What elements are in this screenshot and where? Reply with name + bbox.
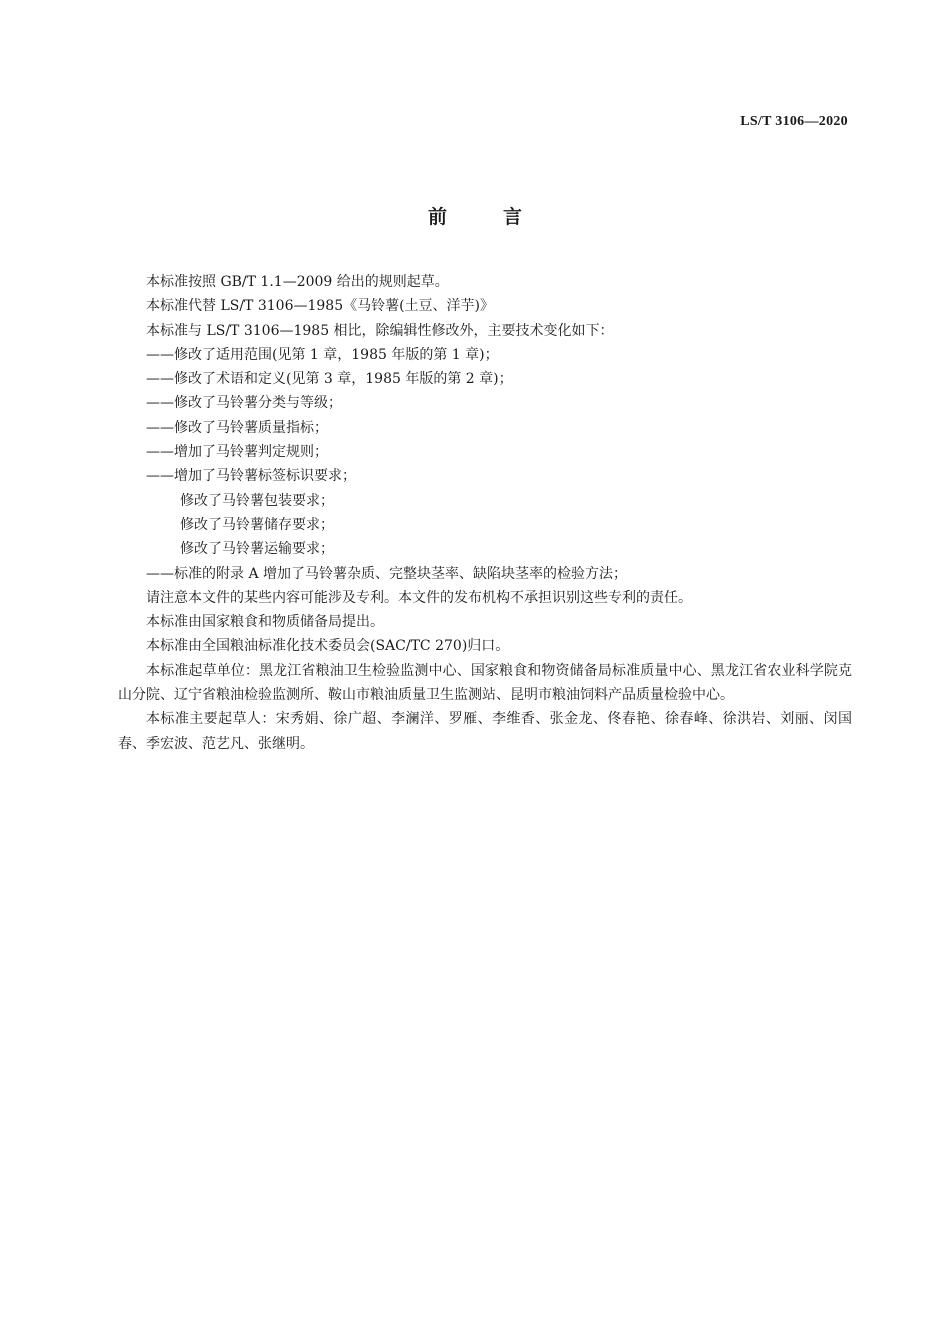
change-item: ——修改了适用范围(见第 1 章，1985 年版的第 1 章)； (146, 346, 499, 363)
paragraph-drafting-units: 本标准起草单位：黑龙江省粮油卫生检验监测中心、国家粮食和物资储备局标准质量中心、黑龙江省农业科学院克山分院、辽宁省粮油检验监测所、鞍山市粮油质量卫生监测站、昆明市粮油饲料产品质量检验中心。 (118, 662, 852, 704)
change-item: ——修改了术语和定义(见第 3 章，1985 年版的第 2 章)； (146, 371, 513, 388)
paragraph-main-drafters: 本标准主要起草人：宋秀娟、徐广超、李澜洋、罗雁、李维香、张金龙、佟春艳、徐春峰、徐洪岩、刘丽、闵国春、季宏波、范艺凡、张继明。 (118, 711, 852, 752)
change-item: 修改了马铃薯储存要求； (180, 516, 334, 533)
paragraph-replaces: 本标准代替 LS/T 3106—1985《马铃薯(土豆、洋芋)》 (146, 298, 495, 315)
paragraph-drafting-rules: 本标准按照 GB/T 1.1—2009 给出的规则起草。 (146, 274, 449, 290)
paragraph-changes-intro: 本标准与 LS/T 3106—1985 相比，除编辑性修改外，主要技术变化如下： (146, 322, 614, 339)
change-item: 修改了马铃薯运输要求； (180, 541, 334, 558)
change-item: ——修改了马铃薯质量指标； (146, 419, 328, 436)
change-item: 修改了马铃薯包装要求； (180, 492, 334, 509)
paragraph-proposed-by: 本标准由国家粮食和物质储备局提出。 (146, 614, 384, 631)
change-item: ——标准的附录 A 增加了马铃薯杂质、完整块茎率、缺陷块茎率的检验方法； (146, 565, 628, 582)
change-item: ——修改了马铃薯分类与等级； (146, 395, 342, 412)
change-item: ——增加了马铃薯判定规则； (146, 444, 328, 461)
change-item: ——增加了马铃薯标签标识要求； (146, 468, 356, 485)
standard-code: LS/T 3106—2020 (740, 114, 848, 129)
paragraph-patent-notice: 请注意本文件的某些内容可能涉及专利。本文件的发布机构不承担识别这些专利的责任。 (146, 589, 692, 606)
document-body (118, 270, 852, 756)
paragraph-technical-committee: 本标准由全国粮油标准化技术委员会(SAC/TC 270)归口。 (146, 638, 510, 655)
page-title: 前言 (427, 206, 578, 228)
